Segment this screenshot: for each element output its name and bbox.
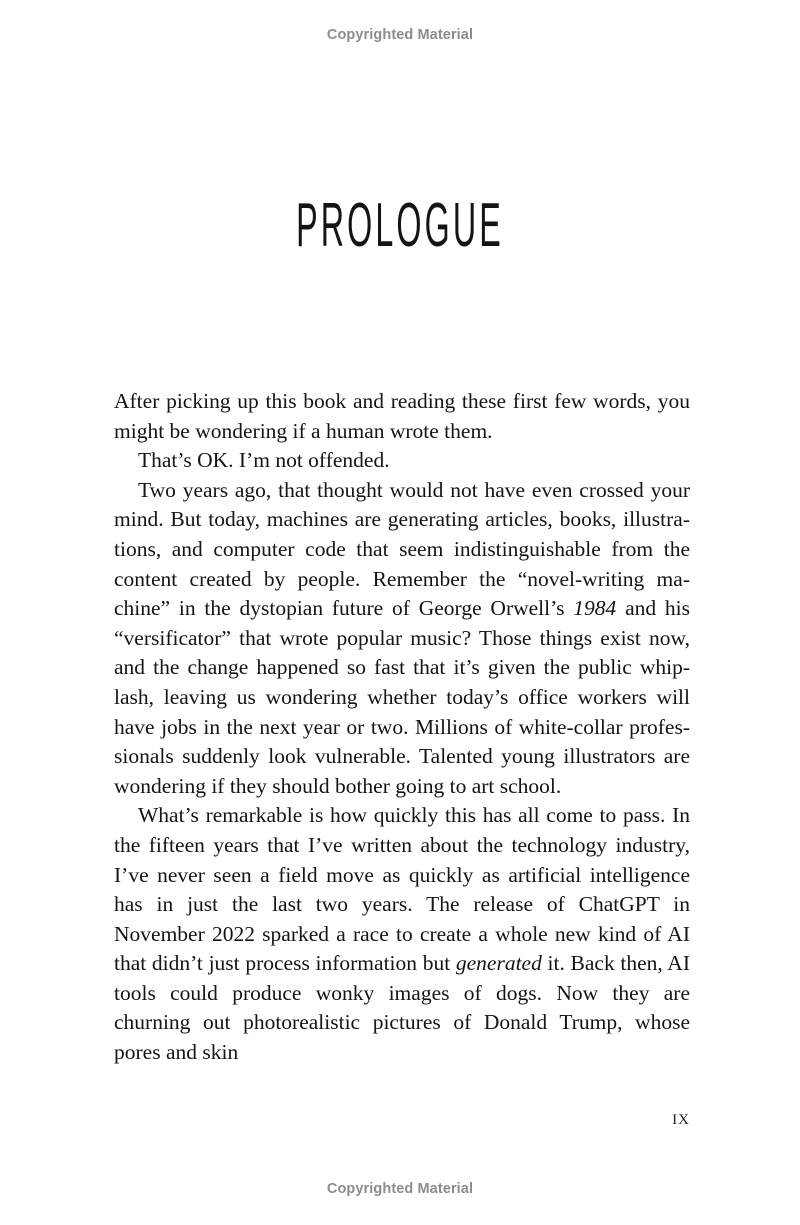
- paragraph-1-text: After picking up this book and reading these first few words, you might be wondering if a human wrote them.: [114, 389, 690, 443]
- copyright-watermark-bottom: Copyrighted Material: [326, 1181, 474, 1197]
- page-number: IX: [672, 1112, 690, 1128]
- paragraph-3-text-b: and his “versificator” that wrote popular music? Those things exist now, and the change happened so fast that it’s given the public whiplash, leaving us wondering whether today’s office workers will have jobs in the next year or two. Millions of white-collar professionals suddenly look vulnerable. Talented young illustrators are wondering if they should bother going to art school.: [114, 596, 690, 798]
- paragraph-2-text: That’s OK. I’m not offended.: [138, 448, 390, 473]
- paragraph-2: [114, 446, 690, 476]
- copyright-watermark-top: Copyrighted Material: [326, 27, 474, 43]
- paragraph-3-text-a: Two years ago, that thought would not have even crossed your mind. But today, machines are generating articles, books, illustrations, and computer code that seem indistinguishable from the content created by people. Remember the “novel-writing machine” in the dystopian future of George Orwell’s: [114, 477, 690, 621]
- paragraph-4-text-b: it. Back then, AI tools could produce wonky images of dogs. Now they are churning out photorealistic pictures of Donald Trump, whose pores and skin: [114, 951, 690, 1065]
- book-title-1984: 1984: [573, 596, 617, 621]
- body-text: [114, 387, 690, 1068]
- paragraph-4-text-a: What’s remarkable is how quickly this has all come to pass. In the fifteen years that I’ve written about the technology industry, I’ve never seen a field move as quickly as artificial intelligence has in just the last two years. The release of ChatGPT in November 2022 sparked a race to create a whole new kind of AI that didn’t just process information but: [114, 803, 690, 976]
- emphasis-generated: generated: [455, 951, 542, 976]
- paragraph-3: [114, 476, 690, 802]
- chapter-title: PROLOGUE: [296, 191, 504, 260]
- paragraph-1: [114, 387, 690, 446]
- paragraph-4: [114, 801, 690, 1067]
